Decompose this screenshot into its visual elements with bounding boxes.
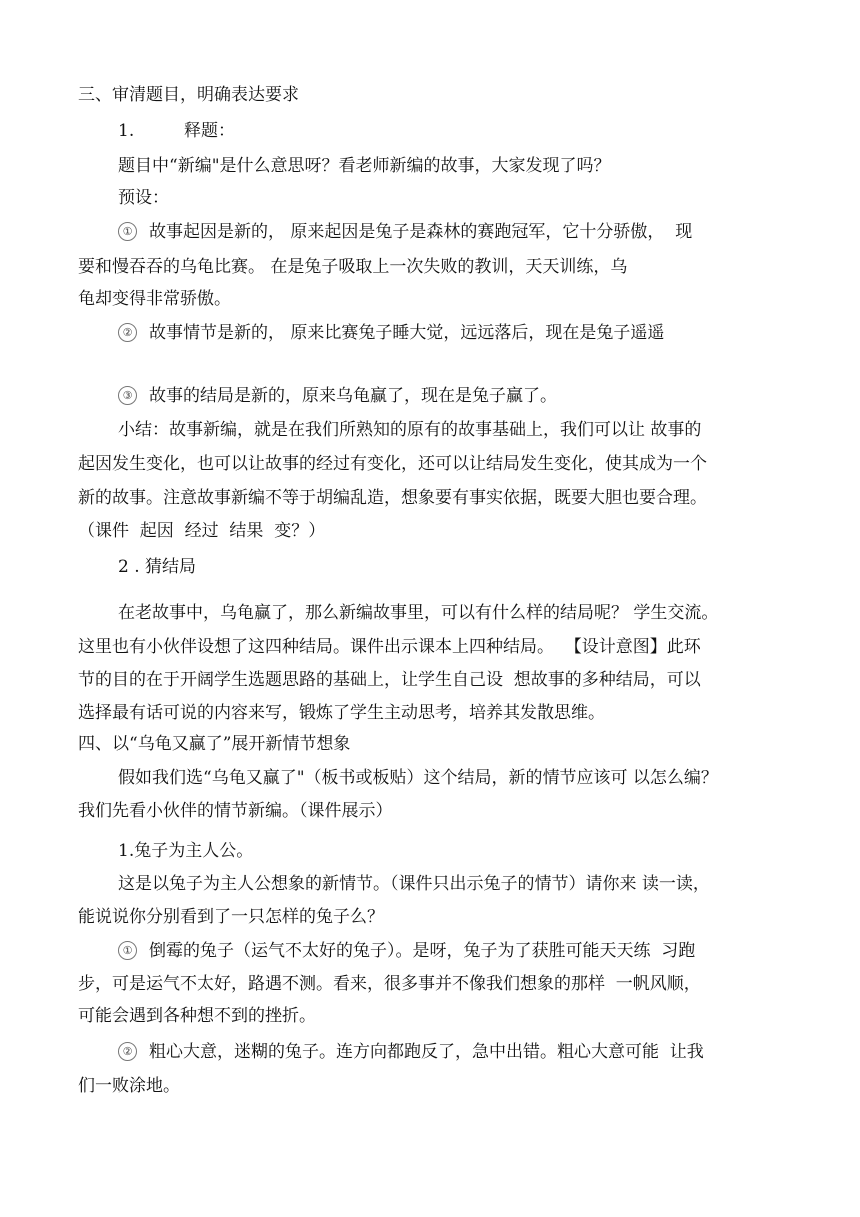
ending-line-1: 故事的结局是新的，原来乌龟赢了，现在是兔子赢了。 [149,386,557,406]
unlucky-rabbit-item [118,940,695,962]
section-4-heading: 四、以“乌龟又赢了”展开新情节想象 [78,734,351,754]
item-1-title: 释题： [184,121,235,141]
rabbit-heading: 1.兔子为主人公。 [118,841,254,861]
circled-number-1: ① [118,941,137,960]
item-1-number: 1. [118,121,135,141]
unlucky-line-2: 步，可是运气不太好，路遇不测。看来，很多事并不像我们想象的那样 一帆风顺， [78,974,701,994]
circled-number-1: ① [118,222,137,241]
plot-line-1: 故事情节是新的， 原来比赛兔子睡大觉，远远落后，现在是兔子遥遥 [149,323,665,343]
summary-line-1: 小结：故事新编，就是在我们所熟知的原有的故事基础上，我们可以让 故事的 [118,420,702,440]
section-3-heading: 三、审清题目，明确表达要求 [78,85,299,105]
summary-line-2: 起因发生变化，也可以让故事的经过有变化，还可以让结局发生变化，使其成为一个 [78,454,707,474]
summary-line-4: （课件 起因 经过 结果 变？） [78,521,326,541]
plot-item [118,322,664,344]
guess-line-3: 节的目的在于开阔学生选题思路的基础上，让学生自己设 想故事的多种结局，可以 [78,670,701,690]
assume-line-1: 假如我们选“乌龟又赢了"（板书或板贴）这个结局，新的情节应该可 以怎么编？ [118,768,718,788]
careless-line-2: 们一败涂地。 [78,1076,180,1096]
ending-item [118,385,557,407]
unlucky-line-1: 倒霉的兔子（运气不太好的兔子）。是呀，兔子为了获胜可能天天练 习跑 [149,941,696,961]
item-2-heading: 2 . 猜结局 [118,557,197,577]
rabbit-line-2: 能说说你分别看到了一只怎样的兔子么？ [78,907,384,927]
cause-line-3: 龟却变得非常骄傲。 [78,289,231,309]
summary-line-3: 新的故事。注意故事新编不等于胡编乱造，想象要有事实依据，既要大胆也要合理。 [78,488,707,508]
careless-rabbit-item [118,1041,704,1063]
cause-line-1: 故事起因是新的， 原来起因是兔子是森林的赛跑冠军，它十分骄傲， 现 [149,222,693,242]
rabbit-line-1: 这是以兔子为主人公想象的新情节。（课件只出示兔子的情节）请你来 读一读， [118,874,710,894]
cause-item [118,221,692,243]
assume-line-2: 我们先看小伙伴的情节新编。（课件展示） [78,801,393,821]
guess-line-2: 这里也有小伙伴设想了这四种结局。课件出示课本上四种结局。 【设计意图】此环 [78,637,701,657]
question-paragraph: 题目中“新编"是什么意思呀？看老师新编的故事，大家发现了吗？ [118,156,611,176]
guess-line-1: 在老故事中，乌龟赢了，那么新编故事里，可以有什么样的结局呢？ 学生交流。 [118,603,719,623]
circled-number-3: ③ [118,386,137,405]
cause-line-2: 要和慢吞吞的乌龟比赛。 在是兔子吸取上一次失败的教训，天天训练，乌 [78,257,628,277]
preset-label: 预设： [118,188,169,208]
careless-line-1: 粗心大意，迷糊的兔子。连方向都跑反了，急中出错。粗心大意可能 让我 [149,1042,704,1062]
circled-number-2: ② [118,1042,137,1061]
guess-line-4: 选择最有话可说的内容来写，锻炼了学生主动思考，培养其发散思维。 [78,703,605,723]
circled-number-2: ② [118,323,137,342]
unlucky-line-3: 可能会遇到各种想不到的挫折。 [78,1006,316,1026]
